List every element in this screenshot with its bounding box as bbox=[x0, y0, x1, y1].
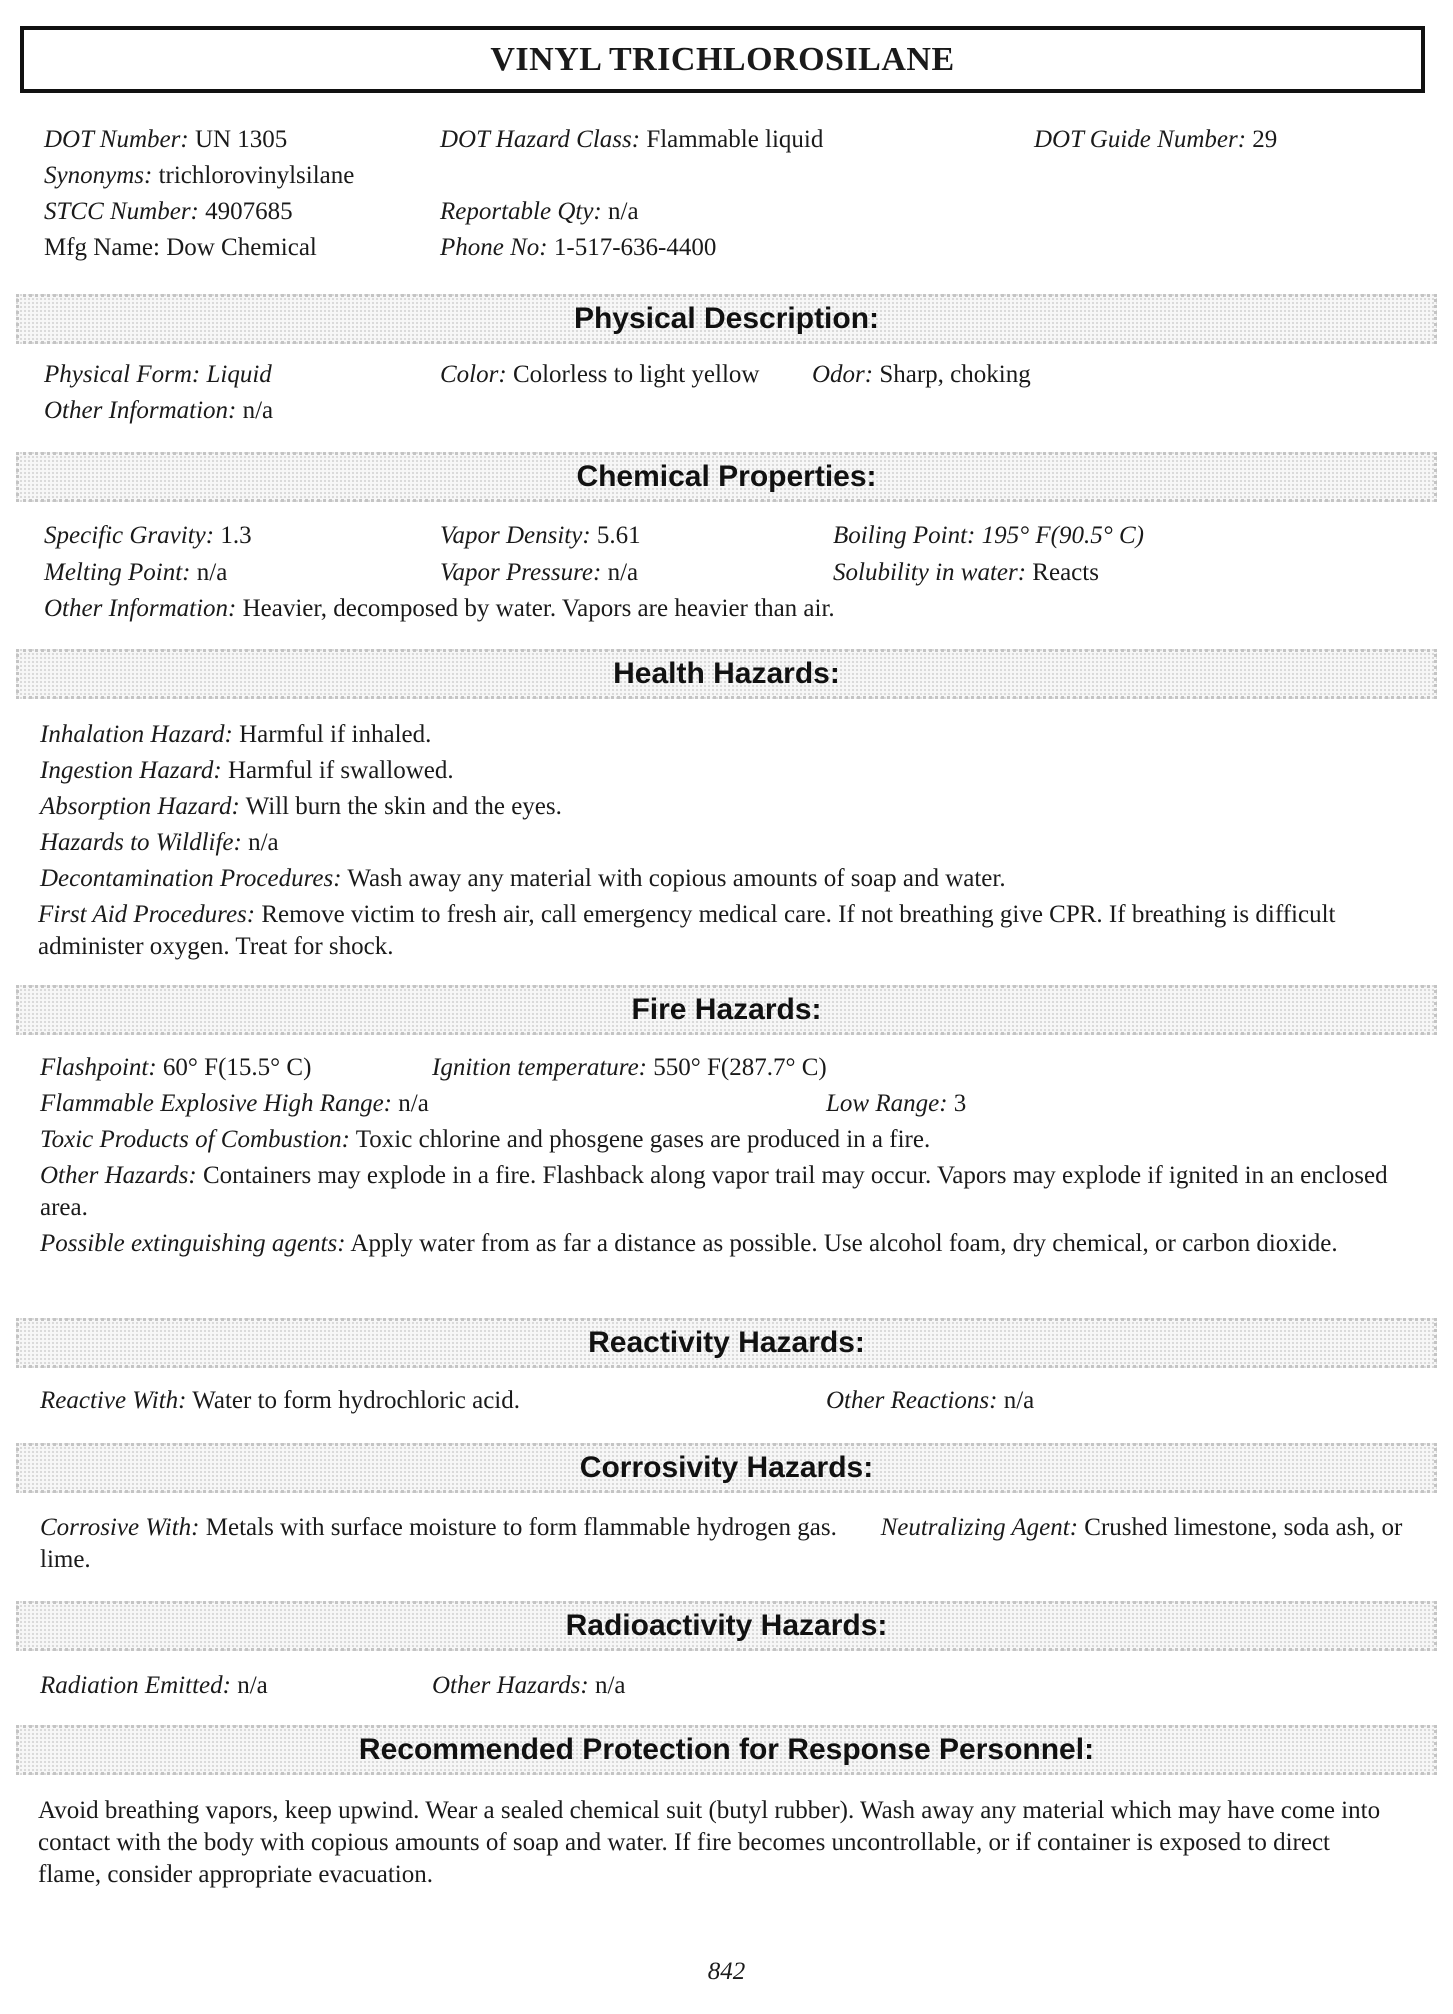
first-aid-procedures: First Aid Procedures: Remove victim to fresh air, call emergency medical care. If not breathing give CPR. If breathing is difficult administer oxygen. Treat for shock. bbox=[38, 901, 1336, 960]
section-heading: Fire Hazards: bbox=[631, 993, 822, 1026]
section-banner-reactivity-hazards bbox=[16, 1318, 1437, 1368]
document-title bbox=[20, 26, 1425, 93]
radioactivity-other-hazards: Other Hazards: n/a bbox=[432, 1672, 626, 1699]
ingestion-hazard: Ingestion Hazard: Harmful if swallowed. bbox=[40, 757, 454, 784]
mfg-name: Mfg Name: Dow Chemical bbox=[44, 234, 317, 261]
section-heading: Chemical Properties: bbox=[576, 460, 877, 493]
section-heading: Corrosivity Hazards: bbox=[579, 1451, 874, 1484]
section-banner-fire-hazards bbox=[16, 985, 1437, 1035]
section-banner-corrosivity-hazards bbox=[16, 1443, 1437, 1493]
phone-no: Phone No: 1-517-636-4400 bbox=[440, 234, 717, 261]
flashpoint: Flashpoint: 60° F(15.5° C) bbox=[40, 1054, 312, 1081]
section-heading: Physical Description: bbox=[573, 302, 880, 335]
vapor-density: Vapor Density: 5.61 bbox=[440, 522, 641, 549]
title-text: VINYL TRICHLOROSILANE bbox=[490, 40, 955, 78]
inhalation-hazard: Inhalation Hazard: Harmful if inhaled. bbox=[40, 721, 432, 748]
melting-point: Melting Point: n/a bbox=[44, 559, 228, 586]
odor: Odor: Sharp, choking bbox=[812, 361, 1031, 388]
low-range: Low Range: 3 bbox=[826, 1090, 967, 1117]
reactive-with: Reactive With: Water to form hydrochloric acid. bbox=[40, 1387, 521, 1414]
section-banner-recommended-protection bbox=[16, 1725, 1437, 1775]
synonyms: Synonyms: trichlorovinylsilane bbox=[44, 162, 355, 189]
fire-other-hazards: Other Hazards: Containers may explode in a fire. Flashback along vapor trail may occur. Vapors may explode if ignited in an enclosed area. bbox=[40, 1162, 1388, 1221]
physical-other-information: Other Information: n/a bbox=[44, 397, 274, 424]
hazards-to-wildlife: Hazards to Wildlife: n/a bbox=[40, 829, 279, 856]
color: Color: Colorless to light yellow bbox=[440, 361, 760, 388]
section-heading: Reactivity Hazards: bbox=[588, 1326, 865, 1359]
specific-gravity: Specific Gravity: 1.3 bbox=[44, 522, 252, 549]
section-banner-radioactivity-hazards bbox=[16, 1601, 1437, 1651]
page-number: 842 bbox=[707, 1958, 746, 1985]
reportable-qty: Reportable Qty: n/a bbox=[440, 198, 639, 225]
possible-extinguishing-agents: Possible extinguishing agents: Apply water from as far a distance as possible. Use alcohol foam, dry chemical, or carbon dioxide. bbox=[40, 1230, 1338, 1257]
dot-number: DOT Number: UN 1305 bbox=[44, 126, 288, 153]
section-heading: Health Hazards: bbox=[613, 657, 840, 690]
ignition-temperature: Ignition temperature: 550° F(287.7° C) bbox=[432, 1054, 827, 1081]
physical-form: Physical Form: Liquid bbox=[44, 361, 272, 388]
section-banner-physical-description bbox=[16, 294, 1437, 344]
protection-text: Avoid breathing vapors, keep upwind. Wear a sealed chemical suit (butyl rubber). Wash away any material which may have come into contact with the body with copious amounts of soap and water. If fire becomes uncontrollable, or if container is exposed to direct flame, consider appropriate evacuation. bbox=[38, 1797, 1381, 1888]
flammable-explosive-high-range: Flammable Explosive High Range: n/a bbox=[40, 1090, 429, 1117]
absorption-hazard: Absorption Hazard: Will burn the skin and the eyes. bbox=[40, 793, 562, 820]
decontamination-procedures: Decontamination Procedures: Wash away any material with copious amounts of soap and water. bbox=[40, 865, 1006, 892]
chemical-other-information: Other Information: Heavier, decomposed by water. Vapors are heavier than air. bbox=[44, 595, 835, 622]
vapor-pressure: Vapor Pressure: n/a bbox=[440, 559, 639, 586]
section-banner-chemical-properties bbox=[16, 452, 1437, 502]
section-banner-health-hazards bbox=[16, 649, 1437, 699]
dot-guide-number: DOT Guide Number: 29 bbox=[1034, 126, 1278, 153]
other-reactions: Other Reactions: n/a bbox=[826, 1387, 1035, 1414]
section-heading: Radioactivity Hazards: bbox=[565, 1609, 888, 1642]
solubility-in-water: Solubility in water: Reacts bbox=[833, 559, 1099, 586]
boiling-point: Boiling Point: 195° F(90.5° C) bbox=[833, 522, 1144, 549]
radiation-emitted: Radiation Emitted: n/a bbox=[40, 1672, 268, 1699]
section-heading: Recommended Protection for Response Personnel: bbox=[358, 1733, 1095, 1766]
corrosivity-details: Corrosive With: Metals with surface moisture to form flammable hydrogen gas. Neutralizing Agent: Crushed limestone, soda ash, or lime. bbox=[40, 1514, 1403, 1573]
toxic-products-of-combustion: Toxic Products of Combustion: Toxic chlorine and phosgene gases are produced in a fire. bbox=[40, 1126, 931, 1153]
dot-hazard-class: DOT Hazard Class: Flammable liquid bbox=[440, 126, 824, 153]
stcc-number: STCC Number: 4907685 bbox=[44, 198, 293, 225]
